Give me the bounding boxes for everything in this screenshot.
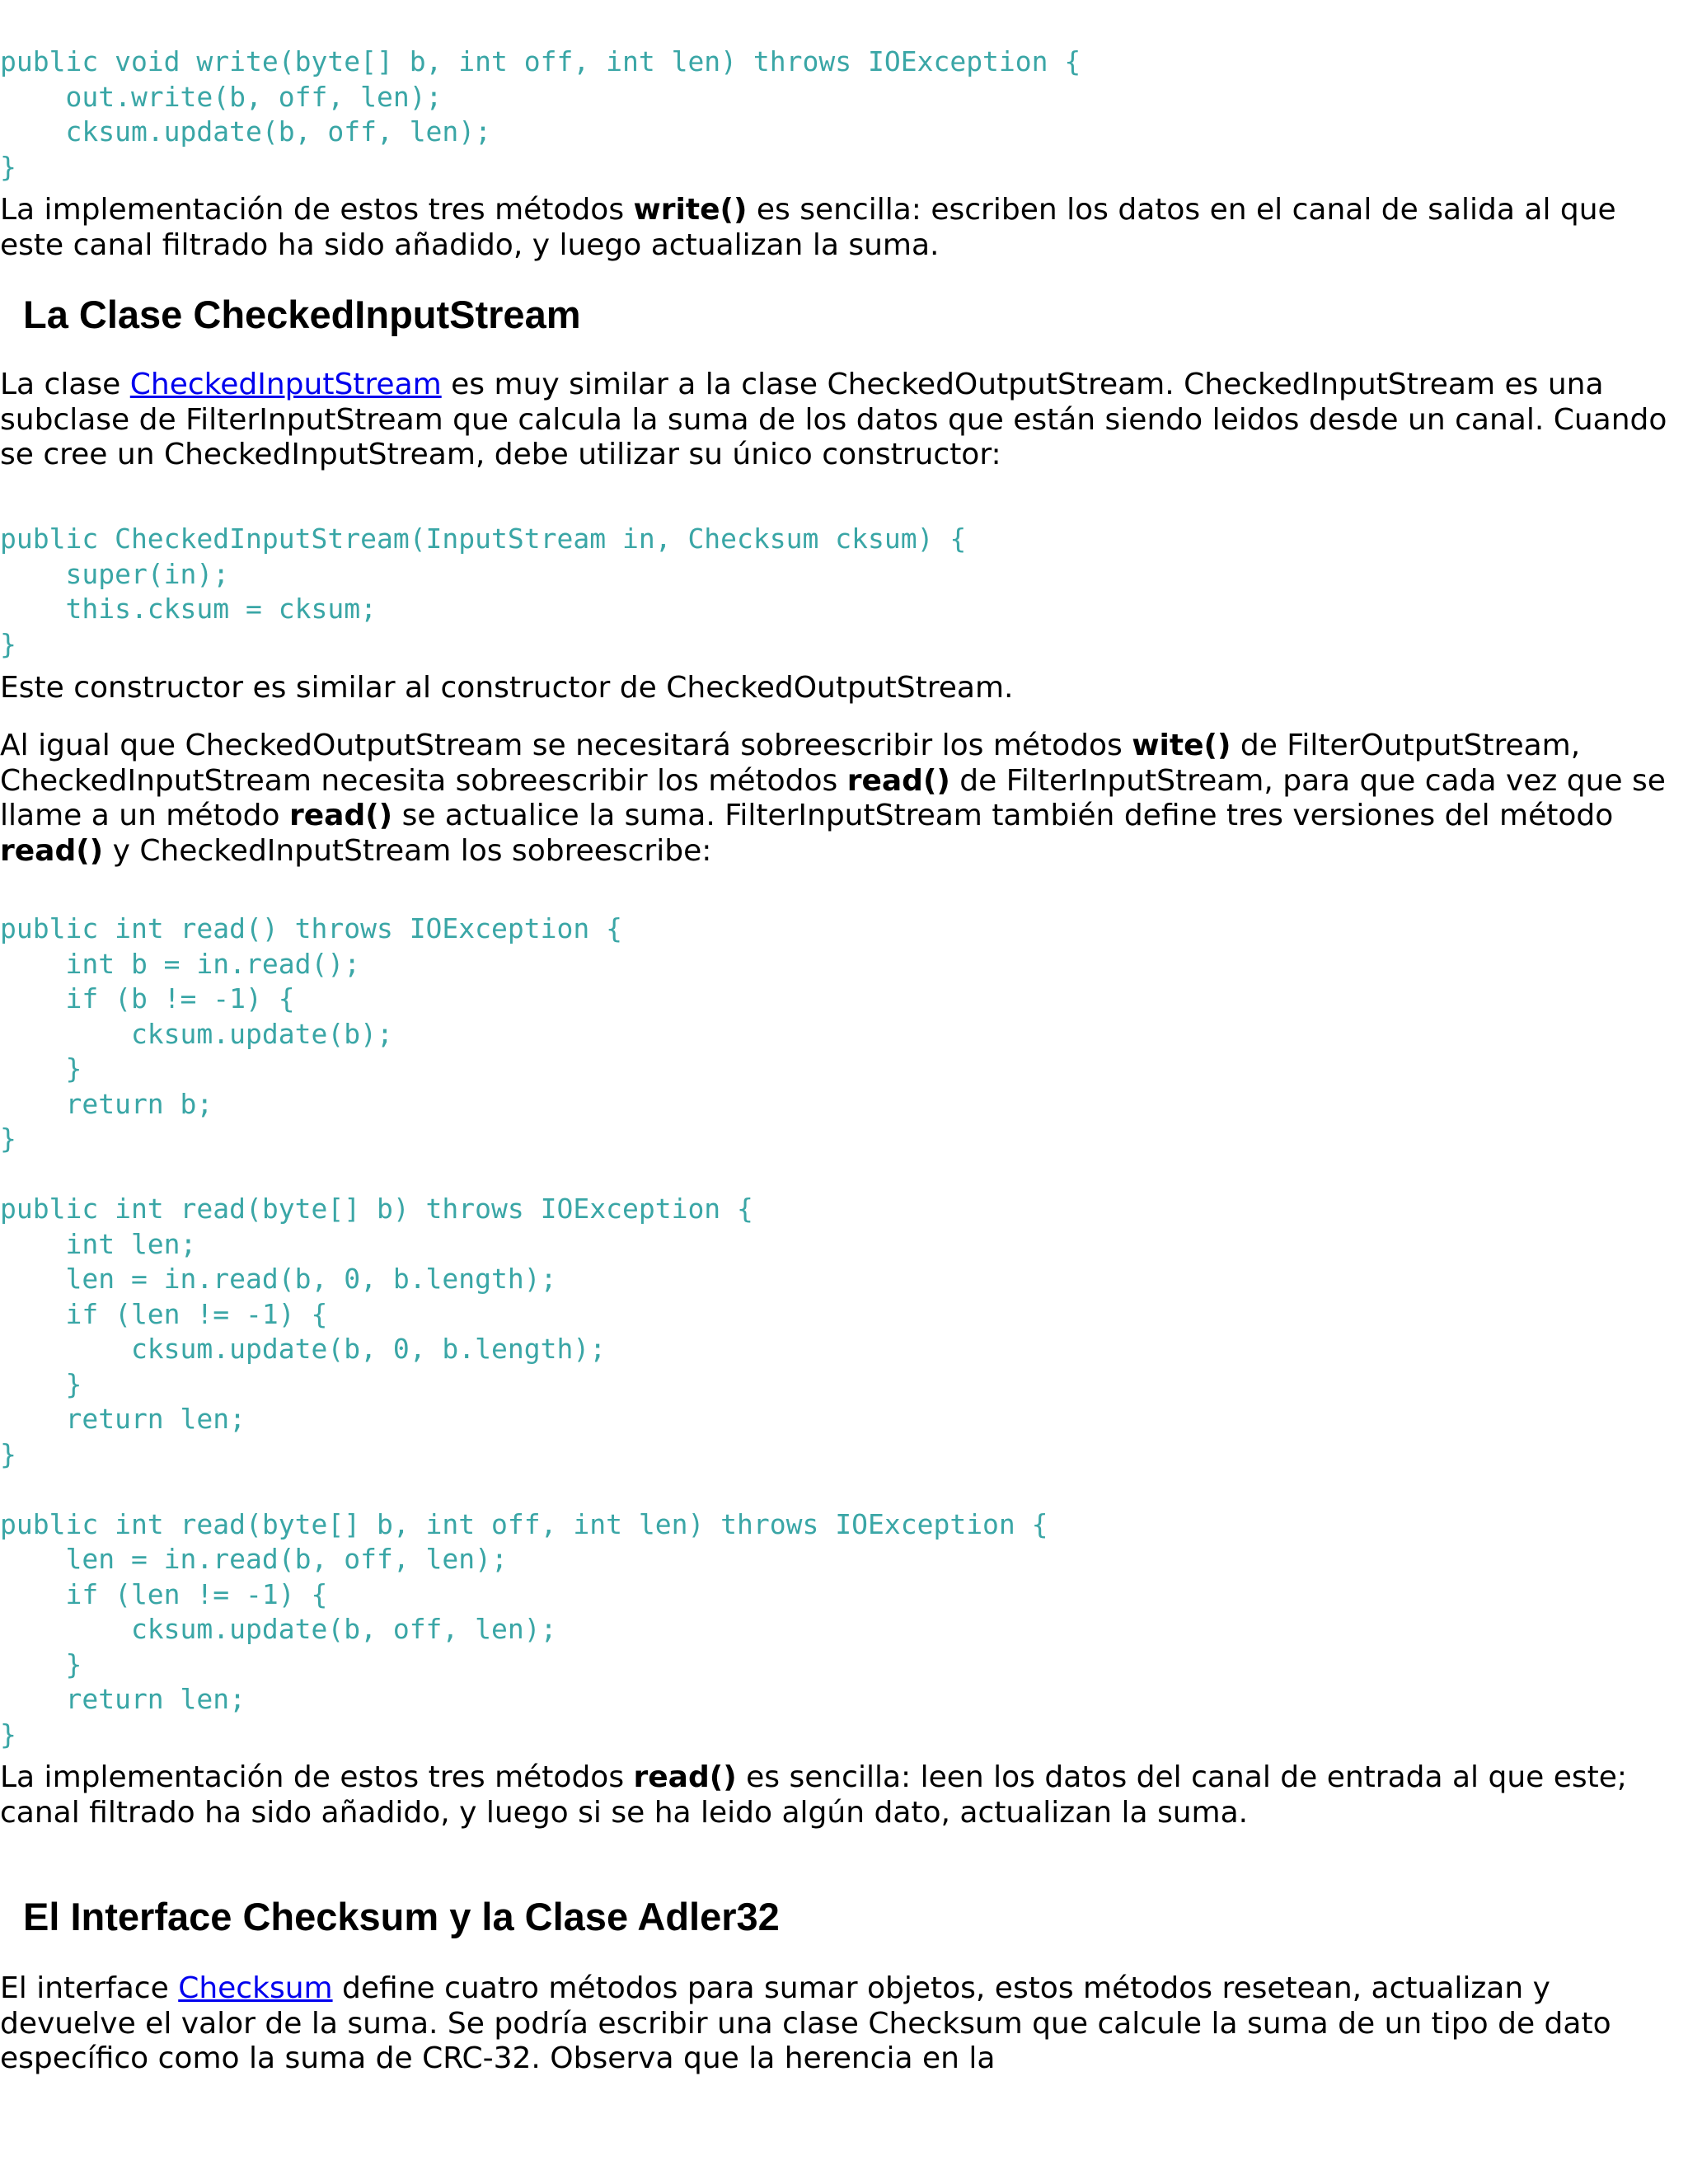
text-segment: es sencilla: escriben los datos en el canal de salida al que este canal filtrado ha sido añadido, y luego actualizan la suma. [0,193,1616,262]
paragraph-read-implementation [0,1760,1688,1830]
text-segment: se actualice la suma. FilterInputStream también define tres versiones del método [392,799,1614,832]
text-segment: es muy similar a la clase CheckedOutputStream. CheckedInputStream es una subclase de FilterInputStream que calcula la suma de los datos que están siendo leidos desde un canal. Cuando se cree un CheckedInputStream, debe utilizar su único constructor: [0,368,1667,471]
text-segment: de FilterOutputStream, CheckedInputStream necesita sobreescribir los métodos [0,729,1581,798]
code-block-write: public void write(byte[] b, int off, int len) throws IOException { out.write(b, off, len); cksum.update(b, off, len); } [0,45,1081,183]
method-name-bold: read() [846,763,950,798]
code-block-constructor: public CheckedInputStream(InputStream in, Checksum cksum) { super(in); this.cksum = cksum; } [0,523,967,660]
paragraph-checkedinputstream-intro [0,368,1688,473]
method-name-bold: read() [288,799,393,832]
text-segment: y CheckedInputStream los sobreescribe: [103,833,712,868]
text-segment: La implementación de estos tres métodos [0,1760,634,1794]
code-block-read-methods: public int read() throws IOException { int b = in.read(); if (b != -1) { cksum.update(b); } return b; } public int read(byte[] b) throws IOException { int len; len = in.read(b, 0, b.length); if (len != -1) { cksum.update(b, 0, b.length); } return len; } public int read(byte[] b, int off, int len) throws IOException { len = in.read(b, off, len); if (len != -1) { cksum.update(b, off, len); } return len; } [0,912,1048,1750]
text-segment: Al igual que CheckedOutputStream se necesitará sobreescribir los métodos [0,729,1132,762]
section-heading-checkedinputstream: La Clase CheckedInputStream [23,293,581,336]
method-name-bold: wite() [1132,729,1231,762]
paragraph-checksum-intro [0,1971,1688,2077]
text-segment: define cuatro métodos para sumar objetos, estos métodos resetean, actualizan y devuelve el valor de la suma. Se podría escribir una clase Checksum que calcule la suma de un tipo de dato específico como la suma de CRC-32. Observa que la herencia en la [0,1971,1611,2075]
text-segment: El interface [0,1971,179,2005]
paragraph-constructor-similar: Este constructor es similar al constructor de CheckedOutputStream. [0,671,1014,705]
checkedinputstream-link[interactable]: CheckedInputStream [129,368,442,401]
text-segment: de FilterInputStream, para que cada vez que se llame a un método [0,763,1666,832]
method-name-bold: read() [0,833,104,868]
paragraph-override-read [0,729,1688,869]
text-segment: La clase [0,368,130,401]
paragraph-write-implementation [0,193,1688,263]
section-heading-checksum-adler32: El Interface Checksum y la Clase Adler32 [23,1895,780,1938]
checksum-link[interactable]: Checksum [178,1971,333,2005]
method-name-bold: write() [633,193,748,227]
text-segment: La implementación de estos tres métodos [0,193,634,227]
method-name-bold: read() [633,1760,737,1794]
text-segment: es sencilla: leen los datos del canal de entrada al que este; canal filtrado ha sido añadido, y luego si se ha leido algún dato, actualizan la suma. [0,1760,1628,1830]
